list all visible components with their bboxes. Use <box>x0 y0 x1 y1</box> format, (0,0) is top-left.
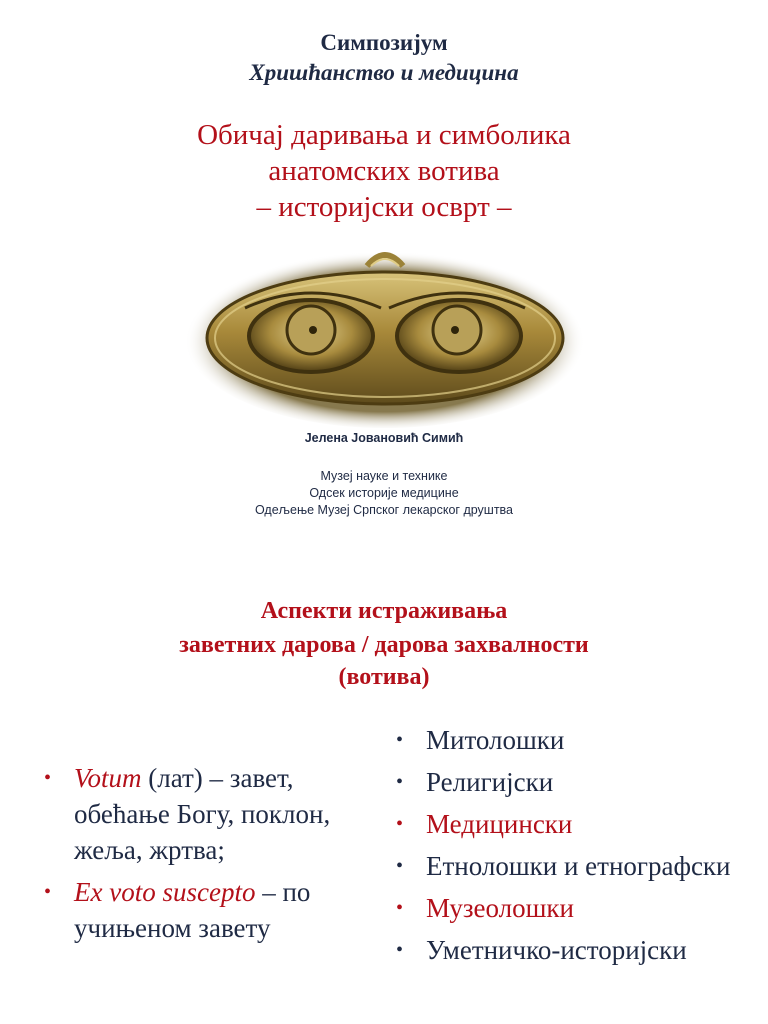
symposium-title: Симпозијум <box>320 30 448 55</box>
bullet-icon: • <box>396 855 404 877</box>
term-votum: Votum <box>74 763 142 793</box>
affiliation-line-1: Музеј науке и технике <box>320 469 448 483</box>
aspect-label: Музеолошки <box>426 893 574 923</box>
bullet-icon: • <box>396 897 404 919</box>
aspects-list <box>396 716 736 968</box>
left-eye-icon <box>249 300 373 372</box>
presentation-title-line-2: анатомских вотива <box>268 155 500 187</box>
author-name: Јелена Јовановић Симић <box>304 431 464 445</box>
list-item <box>44 874 384 946</box>
bullet-icon: • <box>396 729 404 751</box>
presentation-title-line-1: Обичај даривања и симболика <box>197 119 571 151</box>
bullet-icon: • <box>44 767 52 789</box>
aspects-heading-line-2: заветних дарова / дарова захвалности <box>179 632 589 658</box>
symposium-subtitle: Хришћанство и медицина <box>249 60 519 85</box>
list-item <box>396 806 736 842</box>
gold-eyes-votive-plaque-image <box>185 238 585 428</box>
affiliation-line-3: Одељење Музеј Српског лекарског друштва <box>254 503 514 517</box>
list-item <box>44 760 384 868</box>
term-definition: – по учињеном завету <box>74 877 311 943</box>
bullet-icon: • <box>396 771 404 793</box>
definition-list <box>44 760 384 946</box>
aspects-heading-line-1: Аспекти истраживања <box>260 598 508 624</box>
list-item <box>396 848 736 884</box>
aspect-label: Митолошки <box>426 725 565 755</box>
list-item <box>396 890 736 926</box>
aspect-label: Религијски <box>426 767 554 797</box>
bullet-icon: • <box>396 813 404 835</box>
aspect-label: Етнолошки и етнографски <box>426 851 731 881</box>
list-item <box>396 722 736 758</box>
term-definition: (лат) – завет, обећање Богу, поклон, жеља, жртва; <box>74 763 331 865</box>
affiliation-line-2: Одсек историје медицине <box>309 486 459 500</box>
aspect-label: Уметничко-историјски <box>426 935 687 965</box>
presentation-title-line-3: – историјски осврт – <box>256 191 512 223</box>
list-item <box>396 932 736 968</box>
aspects-heading-line-3: (вотива) <box>338 664 430 690</box>
bullet-icon: • <box>396 939 404 961</box>
term-ex-voto: Ex voto suscepto <box>74 877 256 907</box>
bullet-icon: • <box>44 881 52 903</box>
list-item <box>396 764 736 800</box>
aspect-label: Медицински <box>426 809 573 839</box>
aspects-slide <box>0 560 768 1024</box>
right-eye-icon <box>397 300 521 372</box>
